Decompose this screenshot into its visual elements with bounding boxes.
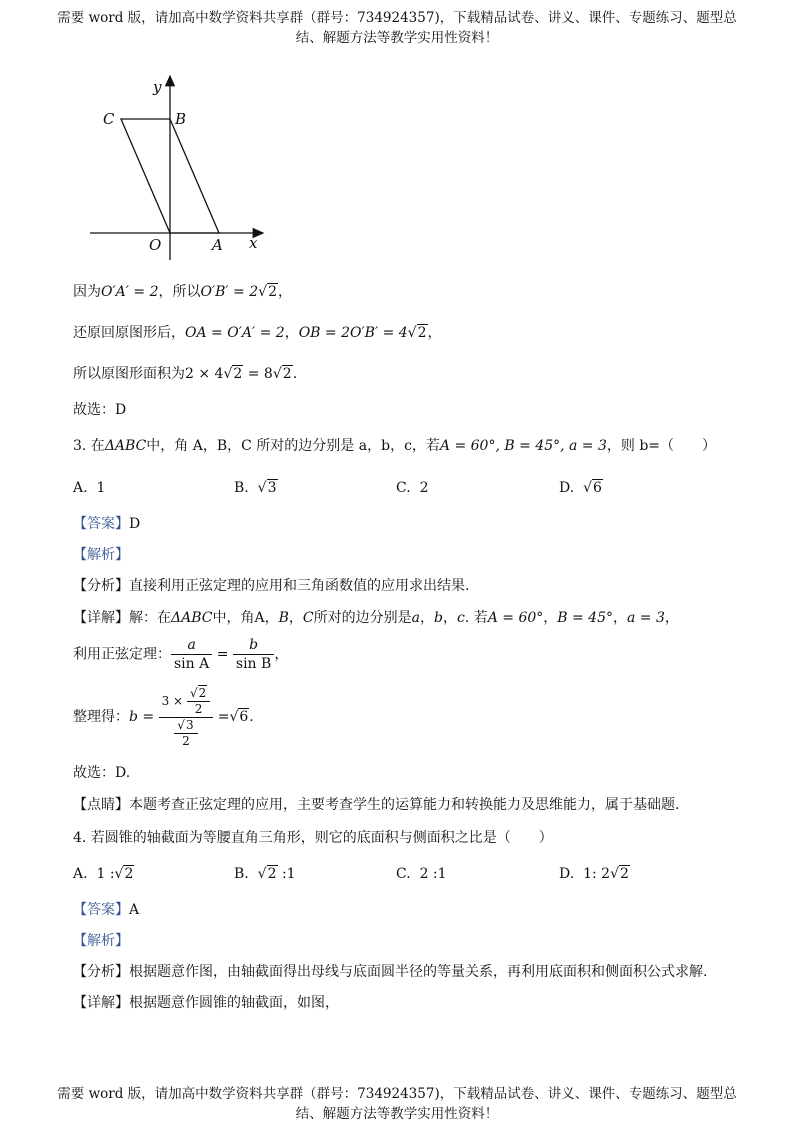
q3-analysis-tag: 【解析】 [73,547,129,563]
sqrt: √2 [257,866,277,882]
q3-option-c: C. 2 [396,480,429,496]
fraction: $\frac{√3}{2}$ [174,718,197,749]
q3-fenxi: 【分析】直接利用正弦定理的应用和三角函数值的应用求出结果. [73,578,470,594]
compound-fraction: 3 × $\frac{√2}{2}$ $\frac{√3}{2}$ [159,686,214,749]
q3-law-of-sines: 利用正弦定理： $\frac{a}{\text{sin A}}$ = $\frac{b}{\text{sin B}}$ ， [73,637,289,672]
fraction: $\frac{√2}{2}$ [187,686,210,717]
q3-detail: 【详解】解：在ΔABC中，角A，B，C所对的边分别是a，b，c. 若A = 60°，B = 45°，a = 3， [73,610,679,626]
header-line-1: 需要 word 版，请加高中数学资料共享群（群号：734924357)，下载精品试卷、讲义、课件、专题练习、题型总 [57,10,737,26]
sqrt: √2 [114,866,134,882]
solution-line-3: 所以原图形面积为2 × 4√2 = 8√2. [73,366,298,382]
sqrt: √2 [189,685,207,700]
q4-detail: 【详解】根据题意作圆锥的轴截面，如图， [73,995,339,1011]
solution-line-1: 因为O′A′ = 2，所以O′B′ = 2√2， [73,284,292,300]
page-header [0,8,794,48]
answer-choice-q2: 故选：D [73,402,127,418]
label-A: A [212,236,223,254]
q3-option-b: B. √3 [234,480,277,496]
sqrt: √2 [272,366,292,382]
fraction: $\frac{a}{\text{sin A}}$ [171,636,212,673]
q3-simplify: 整理得：b = 3 × $\frac{√2}{2}$ $\frac{√3}{2}$ =√6. [73,680,254,754]
q4-option-a: A. 1 :√2 [73,866,134,882]
solution-line-2: 还原回原图形后，OA = O′A′ = 2，OB = 2O′B′ = 4√2， [73,325,442,341]
footer-line-1: 需要 word 版，请加高中数学资料共享群（群号：734924357)，下载精品试卷、讲义、课件、专题练习、题型总 [57,1086,737,1102]
header-line-2: 结、解题方法等教学实用性资料！ [295,30,499,46]
q4-analysis-tag: 【解析】 [73,933,129,949]
q3-comment: 【点睛】本题考查正弦定理的应用，主要考查学生的运算能力和转换能力及思维能力，属于基础题. [73,797,680,813]
label-x: x [249,234,258,252]
label-y: y [153,78,162,96]
q4-stem: 4. 若圆锥的轴截面为等腰直角三角形，则它的底面积与侧面积之比是（ ） [73,830,553,846]
sqrt: √2 [610,866,629,882]
q3-answer: 【答案】D [73,516,141,532]
label-O: O [149,236,162,254]
fraction: $\frac{b}{\text{sin B}}$ [233,636,274,673]
sqrt: √3 [177,717,194,732]
sqrt: √2 [258,284,277,300]
q4-option-d: D. 1: 2√2 [559,866,629,882]
footer-line-2: 结、解题方法等教学实用性资料！ [295,1106,499,1122]
q3-option-d: D. √6 [559,480,602,496]
sqrt: √6 [229,709,249,725]
label-C: C [103,110,115,128]
sqrt: √6 [583,480,602,496]
sqrt: √3 [257,480,277,496]
label-B: B [175,110,187,128]
q4-option-b: B. √2 :1 [234,866,296,882]
q4-option-c: C. 2 :1 [396,866,447,882]
sqrt: √2 [407,325,427,341]
q4-fenxi: 【分析】根据题意作图，由轴截面得出母线与底面圆半径的等量关系，再利用底面积和侧面积公式求解. [73,964,708,980]
q3-choice: 故选：D. [73,765,131,781]
q3-option-a: A. 1 [73,480,106,496]
sqrt: √2 [223,366,243,382]
page-footer [0,1084,794,1124]
q4-answer: 【答案】A [73,902,140,918]
q3-stem: 3. 在ΔABC中，角 A，B，C 所对的边分别是 a，b，c，若A = 60°, B = 45°, a = 3，则 b=（ ） [73,438,717,454]
parallelogram-figure [85,70,275,265]
